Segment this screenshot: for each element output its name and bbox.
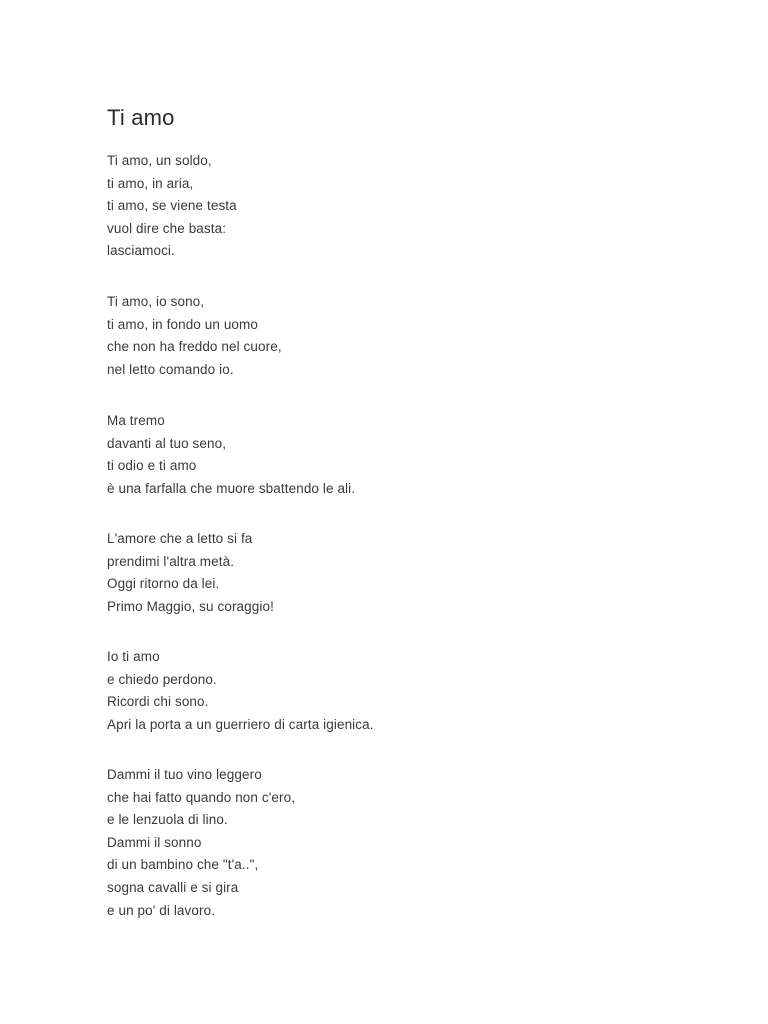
poem-line: Dammi il tuo vino leggero	[107, 767, 262, 782]
poem-line: ti amo, in fondo un uomo	[107, 316, 258, 332]
poem-line: vuol dire che basta:	[107, 220, 227, 236]
poem-line: che hai fatto quando non c'ero,	[107, 789, 296, 805]
poem-line: Apri la porta a un guerriero di carta igienica.	[107, 716, 374, 732]
poem-line: prendimi l'altra metà.	[107, 553, 235, 569]
poem-line: sogna cavalli e si gira	[107, 879, 239, 895]
poem-title: Ti amo	[107, 105, 175, 130]
poem-line: che non ha freddo nel cuore,	[107, 339, 282, 355]
poem-line: di un bambino che "t'a..",	[107, 857, 259, 873]
poem-line: è una farfalla che muore sbattendo le ali.	[107, 480, 356, 496]
poem-line: Ti amo, un soldo,	[107, 153, 212, 168]
stanza-6	[107, 764, 295, 922]
stanza-3	[107, 410, 355, 500]
stanza-1	[107, 150, 237, 263]
poem-line: e chiedo perdono.	[107, 671, 217, 687]
stanza-5	[107, 646, 374, 736]
poem-line: ti amo, in aria,	[107, 175, 194, 191]
poem-line: Ma tremo	[107, 413, 165, 428]
poem-line: Io ti amo	[107, 649, 160, 664]
stanza-2	[107, 291, 282, 381]
poem-line: Primo Maggio, su coraggio!	[107, 598, 274, 614]
poem-line: Dammi il sonno	[107, 834, 202, 850]
poem-line: lasciamoci.	[107, 243, 175, 259]
poem-line: nel letto comando io.	[107, 361, 234, 377]
poem-line: e le lenzuola di lino.	[107, 812, 228, 828]
poem-line: Ti amo, io sono,	[107, 294, 205, 309]
poem-line: davanti al tuo seno,	[107, 435, 227, 451]
stanza-4	[107, 528, 274, 618]
poem-line: L'amore che a letto si fa	[107, 531, 253, 546]
poem-line: e un po' di lavoro.	[107, 902, 216, 918]
poem-line: ti odio e ti amo	[107, 458, 197, 474]
poem-line: ti amo, se viene testa	[107, 198, 237, 214]
poem-line: Oggi ritorno da lei.	[107, 576, 220, 592]
poem-line: Ricordi chi sono.	[107, 694, 209, 710]
